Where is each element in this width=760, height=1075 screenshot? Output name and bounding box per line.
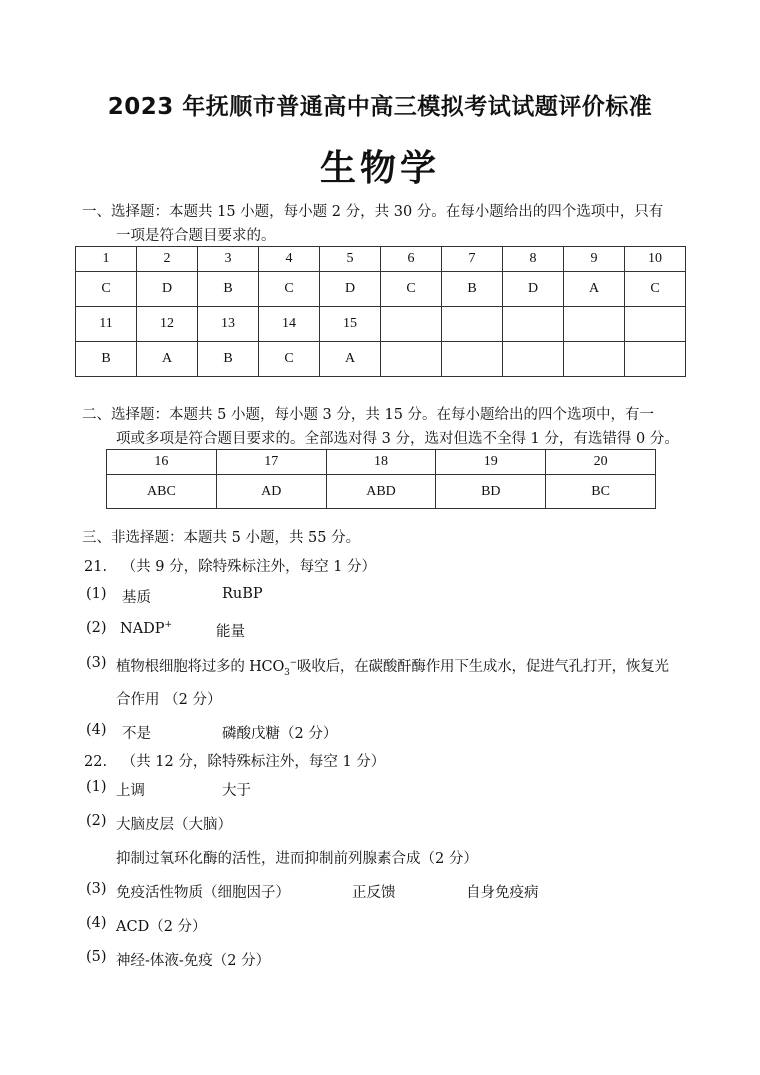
empty-cell [564, 342, 625, 377]
answer-cell: C [259, 272, 320, 307]
q21-part1 [86, 586, 120, 602]
answer-cell: C [259, 342, 320, 377]
question-number-cell: 2 [137, 247, 198, 272]
answer-cell: B [76, 342, 137, 377]
q21-label: 21. [84, 559, 108, 575]
empty-cell [503, 307, 564, 342]
answer-cell: B [198, 342, 259, 377]
part-number: (3) [86, 881, 107, 897]
question-number-cell: 10 [625, 247, 686, 272]
table-row [107, 450, 656, 475]
q22-part4 [86, 915, 120, 931]
question-number-cell: 19 [436, 450, 546, 475]
section1-heading-cont: 一项是符合题目要求的。 [116, 228, 276, 244]
q22-p3-answer-a: 免疫活性物质（细胞因子） [116, 885, 290, 901]
answer-cell: BD [436, 475, 546, 509]
q22-part5 [86, 949, 120, 965]
question-number-cell: 12 [137, 307, 198, 342]
q22-p2-answer-a: 大脑皮层（大脑） [116, 817, 232, 833]
hco3-superscript: − [289, 658, 298, 669]
nadp-text: NADP [120, 620, 165, 637]
q22-label: 22. [84, 754, 108, 770]
section1-answer-table [75, 246, 686, 377]
answer-cell: A [564, 272, 625, 307]
question-number-cell: 1 [76, 247, 137, 272]
table-row [107, 475, 656, 509]
question-number-cell: 3 [198, 247, 259, 272]
empty-cell [442, 342, 503, 377]
empty-cell [381, 307, 442, 342]
answer-cell: B [198, 272, 259, 307]
section2-answer-table [106, 449, 656, 509]
question-number-cell: 5 [320, 247, 381, 272]
answer-cell: ABD [326, 475, 436, 509]
answer-cell: C [76, 272, 137, 307]
q21-part4 [86, 722, 120, 738]
q22-part1 [86, 779, 120, 795]
table-row [76, 247, 686, 272]
q21-p1-answer-a: 基质 [122, 590, 151, 606]
section1-heading: 一、选择题：本题共 15 小题，每小题 2 分，共 30 分。在每小题给出的四个选项中，只有 [82, 204, 664, 220]
empty-cell [564, 307, 625, 342]
question-number-cell: 11 [76, 307, 137, 342]
q21-p3-answer [116, 655, 669, 678]
empty-cell [503, 342, 564, 377]
hco3-subscript: 3 [284, 667, 290, 678]
answer-cell: C [625, 272, 686, 307]
empty-cell [625, 342, 686, 377]
q21-header [84, 555, 376, 576]
q22-p3-answer-b: 正反馈 [352, 885, 396, 901]
q21-p4-answer-b: 磷酸戊糖（2 分） [222, 726, 338, 742]
q21-note: （共 9 分，除特殊标注外，每空 1 分） [121, 559, 377, 575]
question-number-cell: 16 [107, 450, 217, 475]
answer-cell: AD [216, 475, 326, 509]
part-number: (5) [86, 949, 107, 965]
section2-heading: 二、选择题：本题共 5 小题，每小题 3 分，共 15 分。在每小题给出的四个选项中，有一 [82, 407, 655, 423]
q22-p1-answer-b: 大于 [222, 783, 251, 799]
answer-cell: B [442, 272, 503, 307]
q22-header [84, 750, 385, 771]
question-number-cell: 15 [320, 307, 381, 342]
answer-cell: BC [546, 475, 656, 509]
answer-cell: D [137, 272, 198, 307]
answer-cell: D [320, 272, 381, 307]
answer-cell: A [320, 342, 381, 377]
part-number: (1) [86, 779, 107, 795]
table-row [76, 272, 686, 307]
q22-p5-answer: 神经-体液-免疫（2 分） [116, 953, 271, 969]
q22-part2 [86, 813, 120, 829]
section2-heading-cont: 项或多项是符合题目要求的。全部选对得 3 分，选对但选不全得 1 分，有选错得 0 分。 [116, 431, 679, 447]
question-number-cell: 8 [503, 247, 564, 272]
question-number-cell: 13 [198, 307, 259, 342]
section3-heading: 三、非选择题：本题共 5 小题，共 55 分。 [82, 530, 361, 546]
empty-cell [442, 307, 503, 342]
table-row [76, 342, 686, 377]
q22-p4-answer: ACD（2 分） [116, 919, 207, 935]
q22-p1-answer-a: 上调 [116, 783, 145, 799]
part-number: (2) [86, 813, 107, 829]
answer-cell: A [137, 342, 198, 377]
table-row [76, 307, 686, 342]
answer-text-pre: 植物根细胞将过多的 HCO [116, 659, 285, 675]
question-number-cell: 17 [216, 450, 326, 475]
q21-p1-answer-b: RuBP [222, 586, 263, 602]
part-number: (4) [86, 722, 107, 738]
part-number: (3) [86, 655, 107, 671]
q21-p3-answer-cont: 合作用 （2 分） [116, 692, 222, 708]
part-number: (2) [86, 620, 107, 636]
q22-part3 [86, 881, 120, 897]
document-title: 2023 年抚顺市普通高中高三模拟考试试题评价标准 [107, 94, 653, 120]
question-number-cell: 6 [381, 247, 442, 272]
empty-cell [625, 307, 686, 342]
answer-cell: C [381, 272, 442, 307]
empty-cell [381, 342, 442, 377]
question-number-cell: 4 [259, 247, 320, 272]
q21-p2-answer-a [120, 620, 172, 637]
question-number-cell: 20 [546, 450, 656, 475]
question-number-cell: 9 [564, 247, 625, 272]
q21-part3 [86, 655, 120, 671]
q21-part2 [86, 620, 120, 636]
q22-p2-answer-cont: 抑制过氧环化酶的活性，进而抑制前列腺素合成（2 分） [116, 851, 478, 867]
q22-p3-answer-c: 自身免疫病 [466, 885, 539, 901]
question-number-cell: 14 [259, 307, 320, 342]
answer-cell: ABC [107, 475, 217, 509]
q22-note: （共 12 分，除特殊标注外，每空 1 分） [121, 754, 386, 770]
part-number: (4) [86, 915, 107, 931]
q21-p2-answer-b: 能量 [216, 624, 245, 640]
part-number: (1) [86, 586, 107, 602]
subject-title: 生物学 [319, 148, 440, 189]
question-number-cell: 7 [442, 247, 503, 272]
answer-cell: D [503, 272, 564, 307]
answer-text-post: 吸收后，在碳酸酐酶作用下生成水，促进气孔打开，恢复光 [297, 659, 669, 675]
q21-p4-answer-a: 不是 [122, 726, 151, 742]
nadp-superscript: + [164, 620, 173, 630]
question-number-cell: 18 [326, 450, 436, 475]
